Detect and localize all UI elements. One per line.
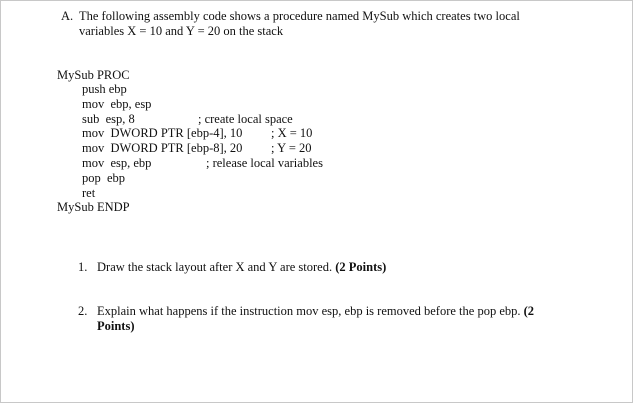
code-comment-x: ; X = 10 — [271, 126, 313, 140]
question-a-line-1: The following assembly code shows a procedure named MySub which creates two local — [79, 9, 520, 23]
question-a-line-2: variables X = 10 and Y = 20 on the stack — [79, 24, 284, 38]
code-line-ret: ret — [82, 186, 96, 200]
code-comment-release: ; release local variables — [206, 156, 323, 170]
code-line-mov-esp: mov esp, ebp — [82, 156, 152, 170]
code-line-pop: pop ebp — [82, 171, 126, 185]
code-comment-y: ; Y = 20 — [271, 141, 312, 155]
question-2-text-row — [97, 304, 534, 319]
code-comment-sub: ; create local space — [198, 112, 293, 126]
question-2-points-end: Points) — [97, 319, 135, 333]
question-2-number: 2. — [78, 304, 88, 318]
code-line-push: push ebp — [82, 82, 127, 96]
proc-end: MySub ENDP — [57, 200, 130, 214]
question-a-label: A. — [61, 9, 74, 23]
question-1-text-row — [97, 260, 386, 275]
code-line-mov-ebp: mov ebp, esp — [82, 97, 152, 111]
question-1-number: 1. — [78, 260, 88, 274]
proc-start: MySub PROC — [57, 68, 130, 82]
question-1-text: Draw the stack layout after X and Y are stored. — [97, 260, 333, 274]
code-line-mov-y: mov DWORD PTR [ebp-8], 20 — [82, 141, 243, 155]
question-2-points-start: (2 — [523, 304, 535, 318]
question-2-text: Explain what happens if the instruction mov esp, ebp is removed before the pop ebp. — [97, 304, 521, 318]
code-line-mov-x: mov DWORD PTR [ebp-4], 10 — [82, 126, 243, 140]
code-line-sub: sub esp, 8 — [82, 112, 135, 126]
question-1-points: (2 Points) — [335, 260, 387, 274]
